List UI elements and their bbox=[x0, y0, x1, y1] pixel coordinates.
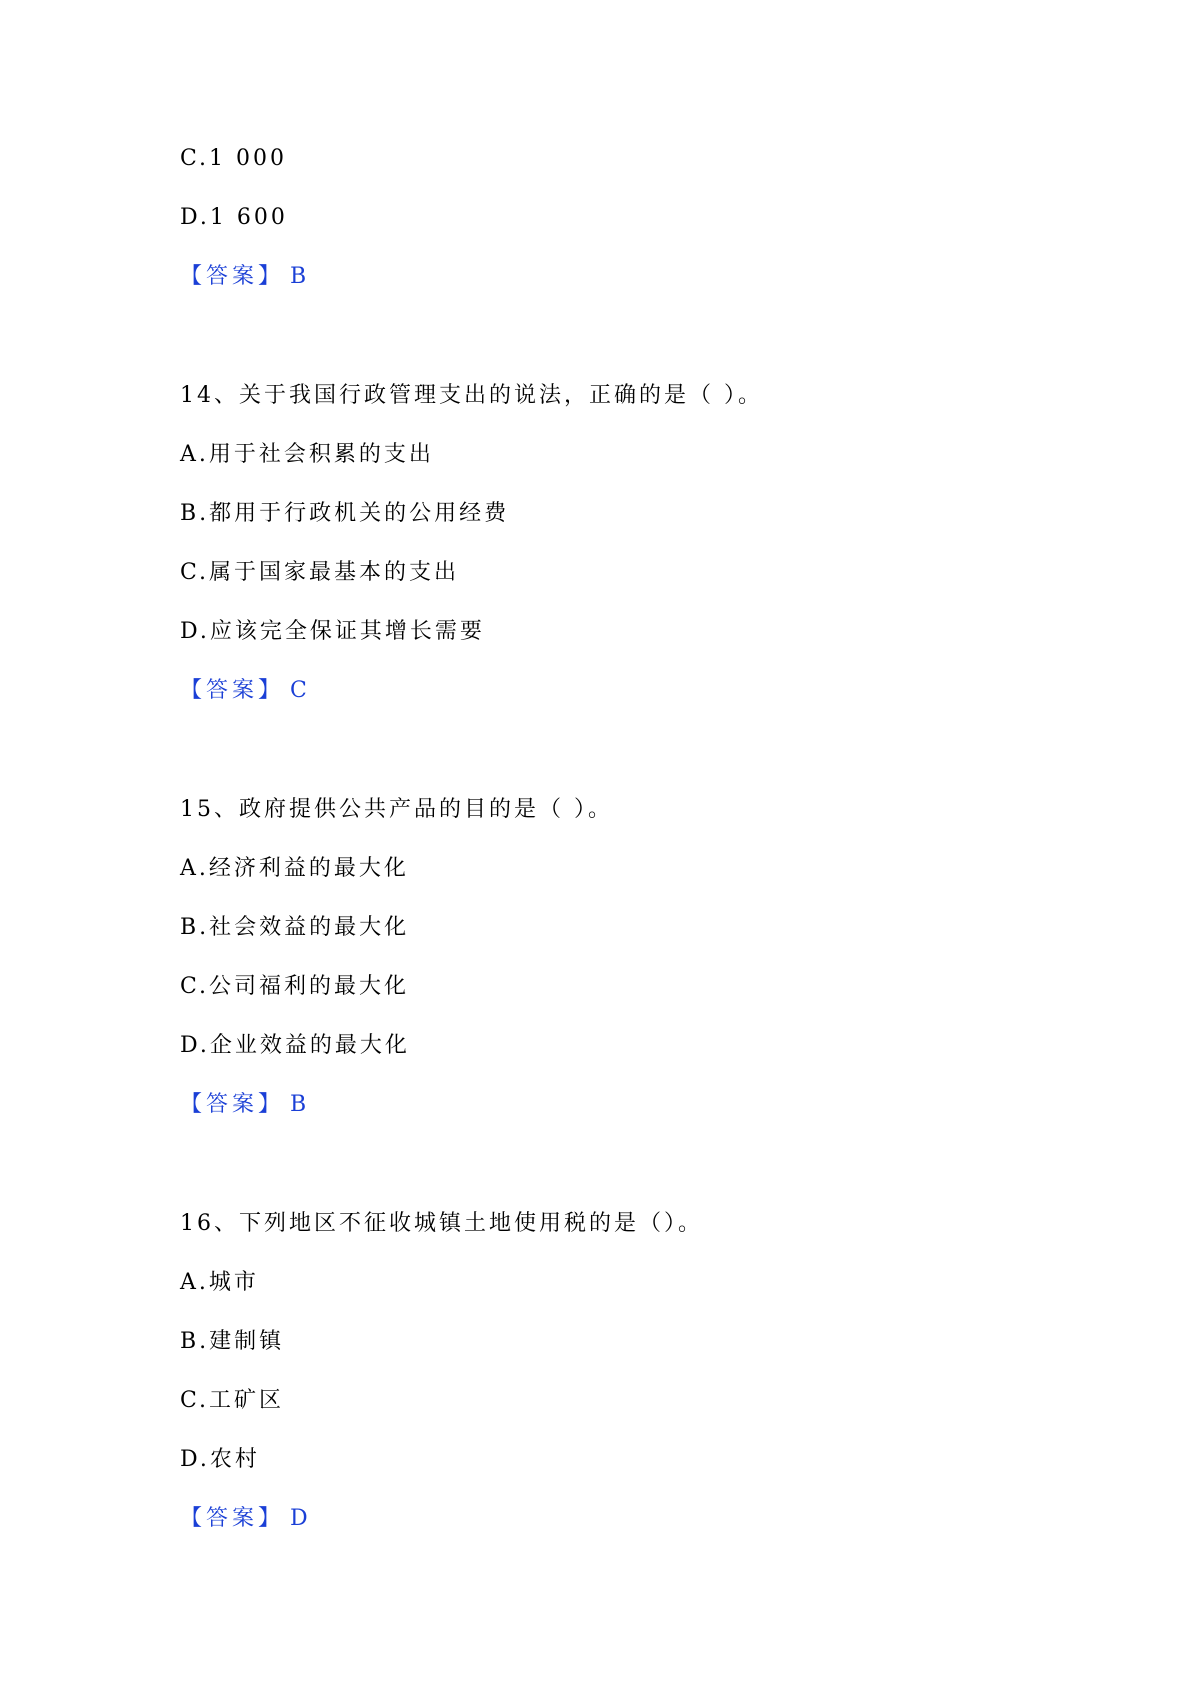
answer-tag: 【答案】 bbox=[180, 1092, 285, 1117]
option-b: B.都用于行政机关的公用经费 bbox=[180, 501, 510, 526]
option-b: B.建制镇 bbox=[180, 1329, 285, 1354]
option-c: C.工矿区 bbox=[180, 1388, 285, 1413]
option-c: C.1 000 bbox=[180, 146, 288, 171]
answer-value: B bbox=[290, 1092, 309, 1117]
answer-line bbox=[180, 1504, 310, 1534]
option-a: A.用于社会积累的支出 bbox=[180, 442, 434, 467]
question-14: 14、关于我国行政管理支出的说法，正确的是（ ）。 bbox=[180, 383, 763, 408]
answer-line bbox=[180, 1090, 308, 1120]
answer-value: C bbox=[290, 678, 309, 703]
answer-line bbox=[180, 262, 308, 292]
option-b: B.社会效益的最大化 bbox=[180, 915, 410, 940]
question-16: 16、下列地区不征收城镇土地使用税的是（）。 bbox=[180, 1211, 703, 1236]
answer-value: D bbox=[290, 1506, 310, 1531]
option-d: D.1 600 bbox=[180, 205, 288, 230]
answer-tag: 【答案】 bbox=[180, 1506, 285, 1531]
option-a: A.城市 bbox=[180, 1270, 259, 1295]
answer-value: B bbox=[290, 264, 309, 289]
option-c: C.公司福利的最大化 bbox=[180, 974, 410, 999]
option-d: D.企业效益的最大化 bbox=[180, 1033, 410, 1058]
option-c: C.属于国家最基本的支出 bbox=[180, 560, 460, 585]
question-15: 15、政府提供公共产品的目的是（ ）。 bbox=[180, 797, 613, 822]
option-a: A.经济利益的最大化 bbox=[180, 856, 409, 881]
answer-line bbox=[180, 676, 309, 706]
option-d: D.农村 bbox=[180, 1447, 260, 1472]
answer-tag: 【答案】 bbox=[180, 264, 285, 289]
option-d: D.应该完全保证其增长需要 bbox=[180, 619, 485, 644]
answer-tag: 【答案】 bbox=[180, 678, 285, 703]
